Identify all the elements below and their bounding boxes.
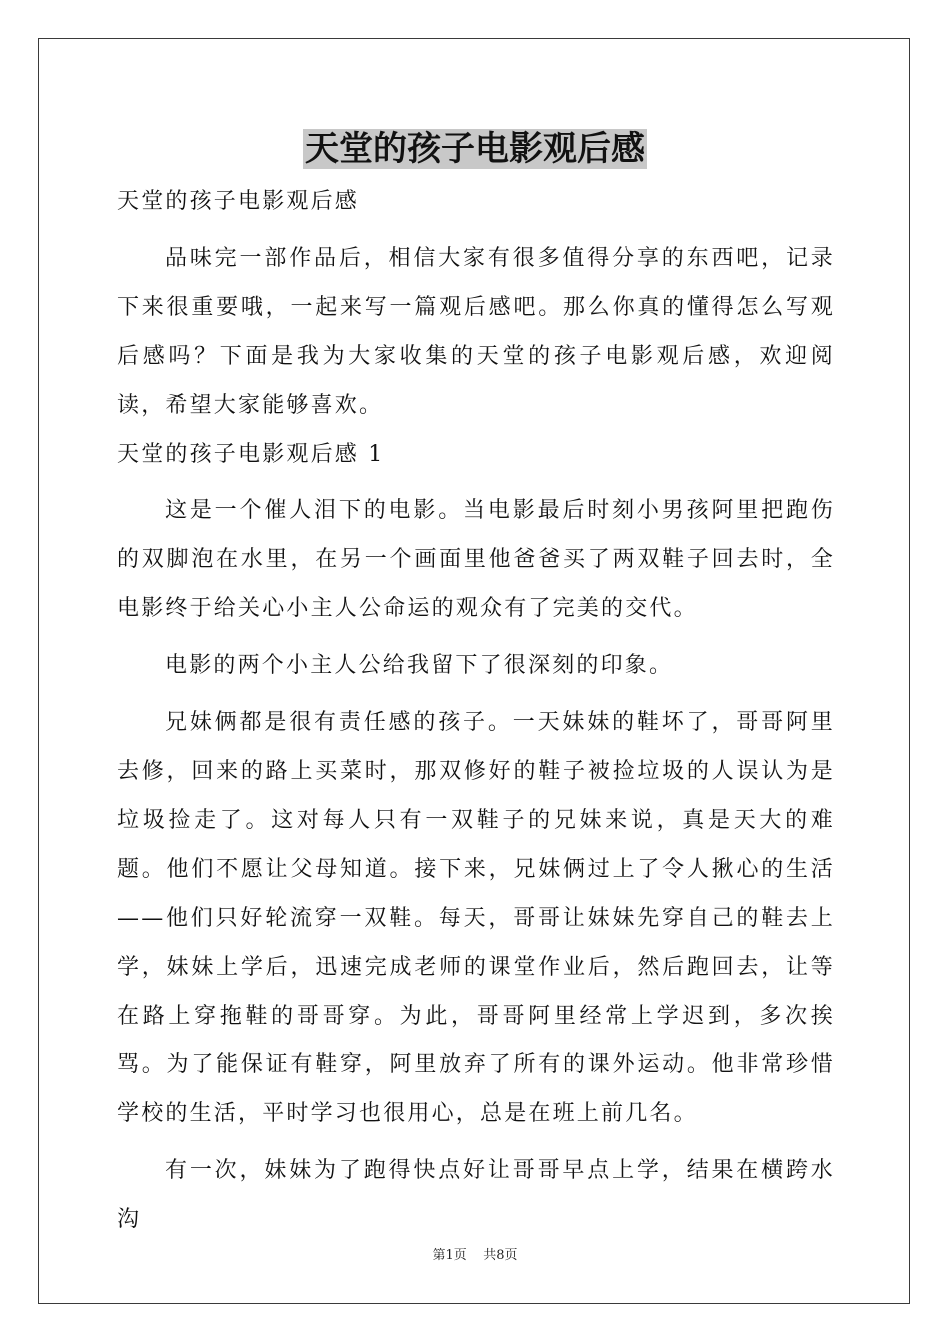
body-paragraph: 兄妹俩都是很有责任感的孩子。一天妹妹的鞋坏了，哥哥阿里去修，回来的路上买菜时，那双修好的鞋子被捡垃圾的人误认为是垃圾捡走了。这对每人只有一双鞋子的兄妹来说，真是天大的难题。他们不愿让父母知道。接下来，兄妹俩过上了令人揪心的生活——他们只好轮流穿一双鞋。每天，哥哥让妹妹先穿自己的鞋去上学，妹妹上学后，迅速完成老师的课堂作业后，然后跑回去，让等在路上穿拖鞋的哥哥穿。为此，哥哥阿里经常上学迟到，多次挨骂。为了能保证有鞋穿，阿里放弃了所有的课外运动。他非常珍惜学校的生活，平时学习也很用心，总是在班上前几名。 xyxy=(117,710,835,1127)
subtitle-line: 天堂的孩子电影观后感 xyxy=(117,189,360,214)
body-paragraph: 有一次，妹妹为了跑得快点好让哥哥早点上学，结果在横跨水沟 xyxy=(117,1158,835,1233)
document-body xyxy=(117,178,835,1245)
intro-paragraph: 品味完一部作品后，相信大家有很多值得分享的东西吧，记录下来很重要哦，一起来写一篇观后感吧。那么你真的懂得怎么写观后感吗？下面是我为大家收集的天堂的孩子电影观后感，欢迎阅读，希望大家能够喜欢。 xyxy=(117,245,835,418)
document-title-text: 天堂的孩子电影观后感 xyxy=(305,129,645,169)
section-heading: 天堂的孩子电影观后感 1 xyxy=(117,441,385,467)
page-number-footer: 第1页 共8页 xyxy=(432,1248,518,1263)
body-paragraph: 这是一个催人泪下的电影。当电影最后时刻小男孩阿里把跑伤的双脚泡在水里，在另一个画面里他爸爸买了两双鞋子回去时，全电影终于给关心小主人公命运的观众有了完美的交代。 xyxy=(117,498,835,622)
document-title xyxy=(0,124,950,174)
body-paragraph: 电影的两个小主人公给我留下了很深刻的印象。 xyxy=(165,653,674,679)
